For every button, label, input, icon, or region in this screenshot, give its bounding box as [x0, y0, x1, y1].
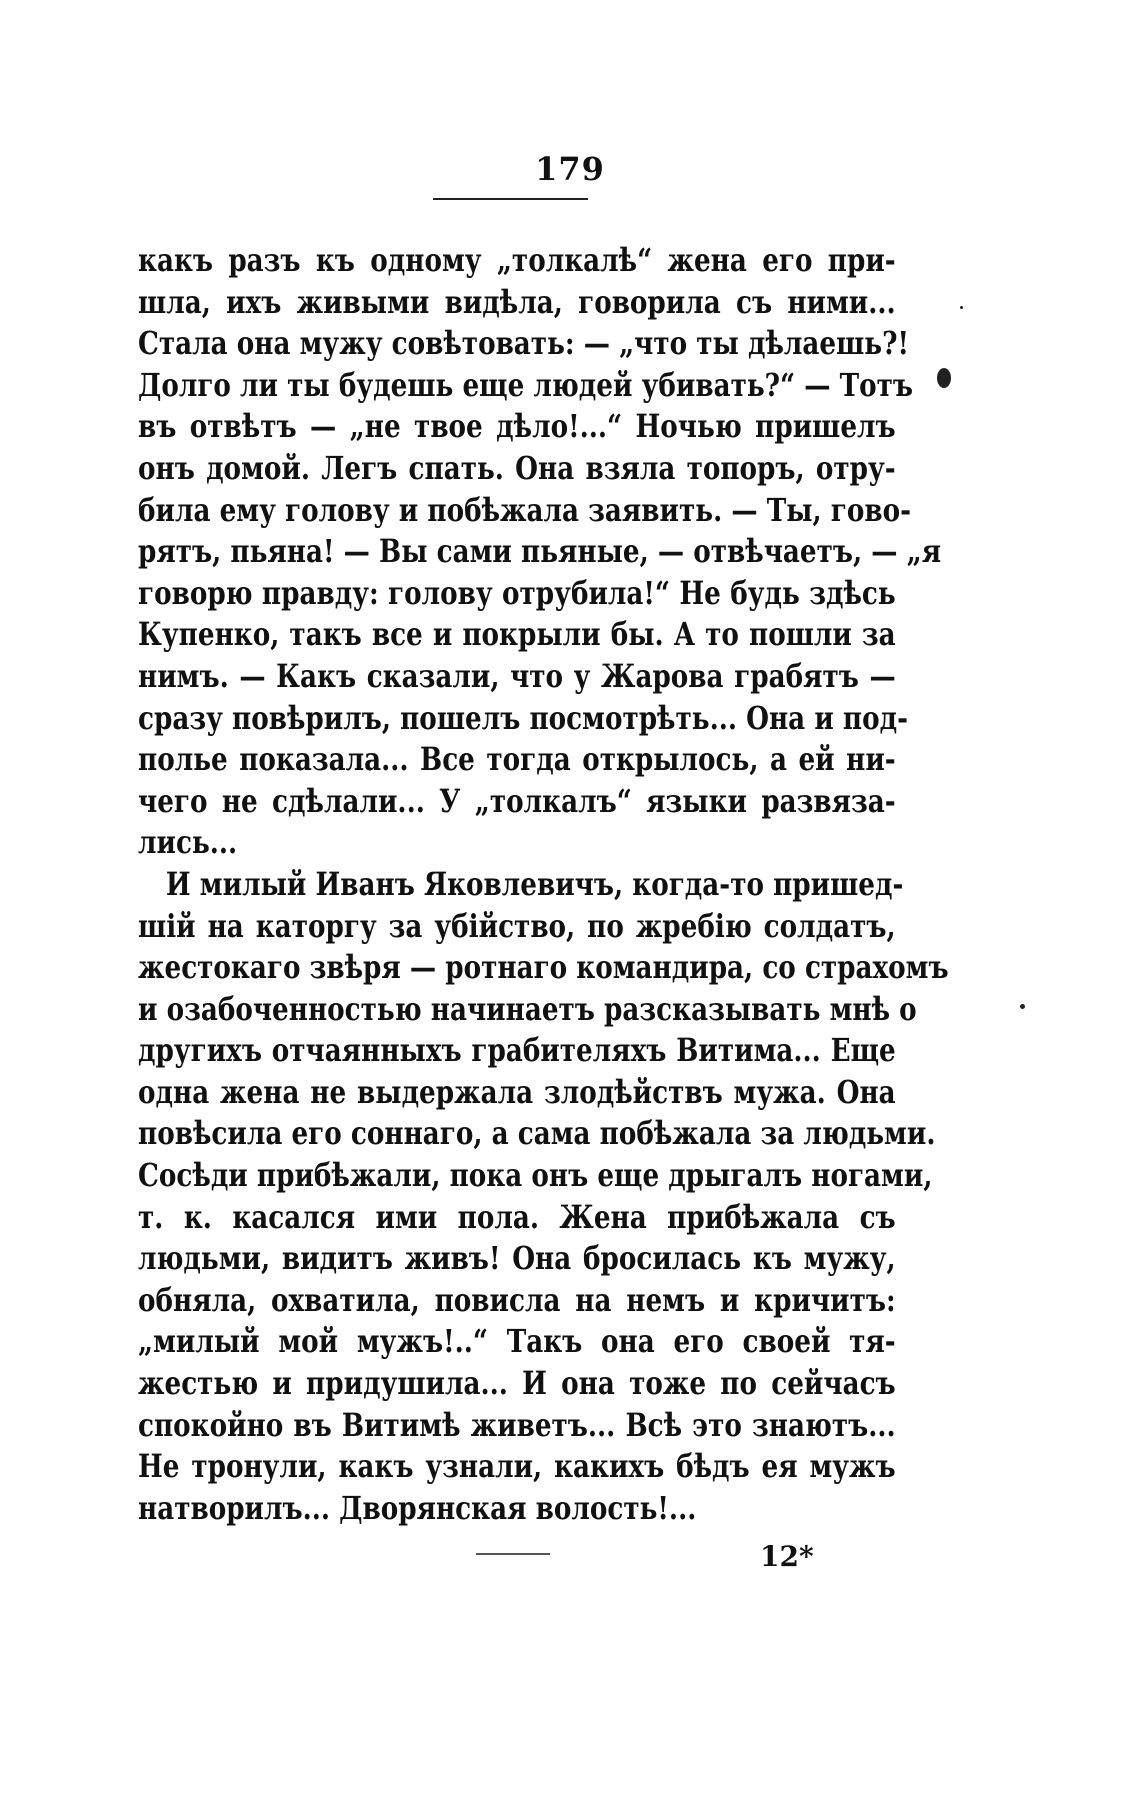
text-line: нимъ. — Какъ сказали, что у Жарова грабятъ — — [138, 656, 896, 695]
text-line: другихъ отчаянныхъ грабителяхъ Витима... Еще — [138, 1031, 896, 1070]
paragraph-2 — [138, 864, 949, 1530]
text-line: т. к. касался ими пола. Жена прибѣжала съ — [138, 1197, 896, 1236]
text-line: обняла, охватила, повисла на немъ и кричитъ: — [138, 1280, 896, 1319]
text-line: „милый мой мужъ!..“ Такъ она его своей тя- — [138, 1322, 896, 1361]
body-text — [138, 240, 949, 1529]
text-line: И милый Иванъ Яковлевичъ, когда-то пришед- — [165, 864, 904, 903]
paragraph-1 — [138, 240, 942, 864]
text-line: Долго ли ты будешь еще людей убивать?“ — Тотъ — [138, 365, 914, 404]
text-line: говорю правду: голову отрубила!“ Не будь здѣсь — [138, 573, 896, 612]
text-line: какъ разъ къ одному „толкалѣ“ жена его при- — [138, 241, 896, 279]
text-line: сразу повѣрилъ, пошелъ посмотрѣть... Она и под- — [138, 698, 909, 737]
text-line: шла, ихъ живыми видѣла, говорила съ ними... — [138, 282, 896, 321]
ink-speck — [960, 306, 963, 309]
text-line: лись... — [138, 823, 238, 862]
signature-mark: 12* — [760, 1540, 814, 1573]
text-line: рятъ, пьяна! — Вы сами пьяные, — отвѣчаетъ, — „я — [138, 532, 942, 571]
text-line: Стала она мужу совѣтовать: — „что ты дѣлаешь?! — [138, 324, 910, 363]
text-line: Не тронули, какъ узнали, какихъ бѣдъ ея мужъ — [138, 1447, 896, 1486]
text-line: шій на каторгу за убійство, по жребію солдатъ, — [138, 906, 896, 945]
closing-rule — [476, 1553, 550, 1555]
ink-speck — [937, 368, 951, 388]
text-line: въ отвѣтъ — „не твое дѣло!...“ Ночью пришелъ — [138, 407, 896, 446]
ink-speck — [1020, 1004, 1025, 1009]
text-line: полье показала... Все тогда открылось, а ей ни- — [138, 740, 896, 779]
text-line: спокойно въ Витимѣ живетъ... Всѣ это знаютъ... — [138, 1405, 896, 1444]
page-number: 179 — [535, 150, 605, 188]
text-line: Купенко, такъ все и покрыли бы. А то пошли за — [138, 615, 896, 654]
text-line: била ему голову и побѣжала заявить. — Ты, гово- — [138, 490, 912, 529]
text-line: Сосѣди прибѣжали, пока онъ еще дрыгалъ ногами, — [138, 1156, 933, 1195]
text-line: одна жена не выдержала злодѣйствъ мужа. Она — [138, 1072, 896, 1111]
text-line: натворилъ... Дворянская волость!... — [138, 1488, 697, 1527]
text-line: людьми, видитъ живъ! Она бросилась къ мужу, — [138, 1239, 896, 1278]
text-line: жестокаго звѣря — ротнаго командира, со страхомъ — [138, 948, 949, 987]
text-line: и озабоченностью начинаетъ разсказывать мнѣ о — [138, 989, 917, 1028]
text-line: онъ домой. Легъ спать. Она взяла топоръ, отру- — [138, 448, 896, 487]
text-line: повѣсила его соннаго, а сама побѣжала за людьми. — [138, 1114, 936, 1153]
page-number-rule — [433, 198, 588, 200]
text-line: чего не сдѣлали... У „толкалъ“ языки развяза- — [138, 781, 896, 820]
text-line: жестью и придушила... И она тоже по сейчасъ — [138, 1364, 896, 1403]
